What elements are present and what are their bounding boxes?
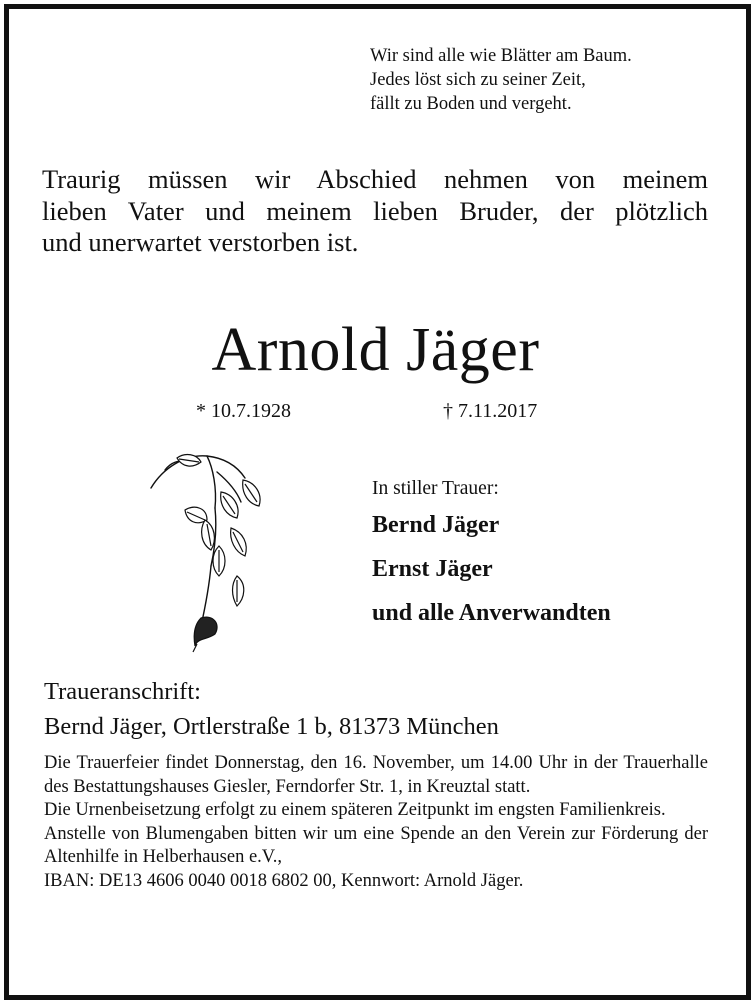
intro-line: lieben Vater und meinem lieben Bruder, der plötzlich (42, 195, 708, 226)
mourner-name: und alle Anverwandten (372, 600, 611, 626)
motto-line: fällt zu Boden und vergeht. (370, 94, 572, 114)
address-heading: Traueranschrift: (44, 678, 201, 705)
address-line: Bernd Jäger, Ortlerstraße 1 b, 81373 München (44, 713, 499, 740)
intro-text (42, 164, 708, 259)
mourner-name: Bernd Jäger (372, 512, 500, 538)
iban-line: IBAN: DE13 4606 0040 0018 6802 00, Kennwort: Arnold Jäger. (44, 870, 524, 891)
death-date: † 7.11.2017 (443, 400, 538, 422)
intro-line: und unerwartet verstorben ist. (42, 227, 359, 257)
mourner-name: Ernst Jäger (372, 556, 493, 582)
deceased-name: Arnold Jäger (211, 316, 540, 384)
urn-paragraph: Die Urnenbeisetzung erfolgt zu einem späteren Zeitpunkt im engsten Familienkreis. (44, 800, 666, 820)
funeral-details (44, 752, 708, 893)
funeral-paragraph: Die Trauerfeier findet Donnerstag, den 16. November, um 14.00 Uhr in der Trauerhalle des Bestattungshauses Giesler, Ferndorfer Str. 1, in Kreuztal statt. (44, 753, 708, 797)
motto-line: Wir sind alle wie Blätter am Baum. (370, 46, 632, 66)
intro-line: Traurig müssen wir Abschied nehmen von meinem (42, 164, 708, 194)
birth-date: * 10.7.1928 (196, 400, 291, 422)
mourning-label: In stiller Trauer: (372, 478, 499, 499)
motto (370, 44, 710, 116)
birch-branch-icon (145, 448, 275, 656)
donation-paragraph: Anstelle von Blumengaben bitten wir um eine Spende an den Verein zur Förderung der Altenhilfe in Helberhausen e.V., (44, 823, 708, 867)
motto-line: Jedes löst sich zu seiner Zeit, (370, 70, 586, 90)
